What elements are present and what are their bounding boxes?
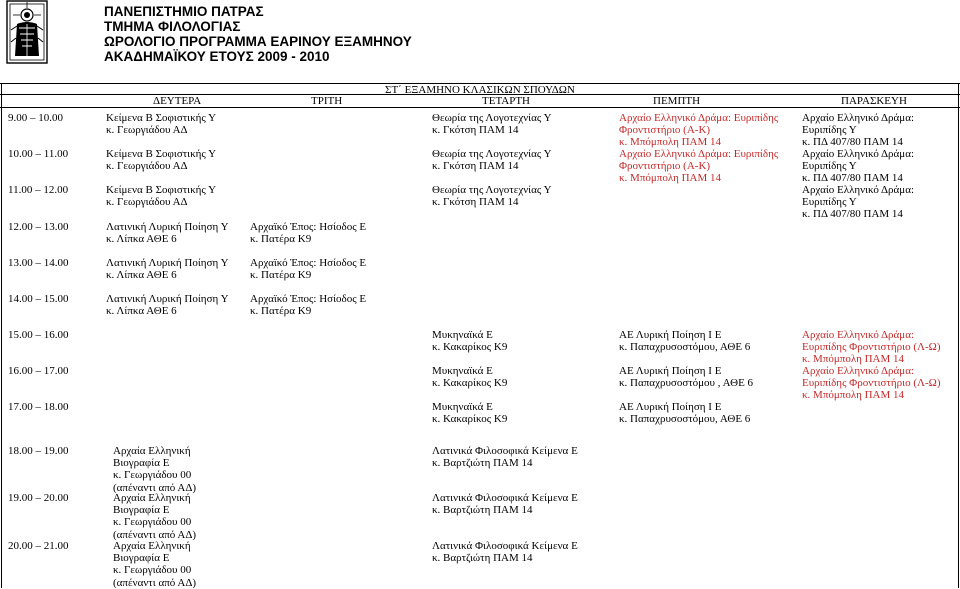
course-cell: Λατινικά Φιλοσοφικά Κείμενα Ε κ. Βαρτζιώτη ΠΑΜ 14: [432, 445, 578, 470]
course-cell: Λατινικά Φιλοσοφικά Κείμενα Ε κ. Βαρτζιώτη ΠΑΜ 14: [432, 492, 578, 517]
time-slot: 12.00 – 13.00: [8, 221, 69, 233]
day-wednesday: ΤΕΤΑΡΤΗ: [482, 95, 531, 107]
time-slot: 10.00 – 11.00: [8, 148, 69, 160]
day-friday: ΠΑΡΑΣΚΕΥΗ: [841, 95, 907, 107]
department-name: ΤΜΗΜΑ ΦΙΛΟΛΟΓΙΑΣ: [104, 19, 241, 34]
course-cell: Αρχαίο Ελληνικό Δράμα: Ευριπίδης Φροντιστήριο (Α-Κ) κ. Μπόμπολη ΠΑΜ 14: [619, 148, 779, 185]
course-cell: Μυκηναϊκά Ε κ. Κακαρίκος Κ9: [432, 401, 508, 426]
course-cell: Μυκηναϊκά Ε κ. Κακαρίκος Κ9: [432, 365, 508, 390]
schedule-title: ΩΡΟΛΟΓΙΟ ΠΡΟΓΡΑΜΜΑ ΕΑΡΙΝΟΥ ΕΞΑΜΗΝΟΥ: [104, 34, 412, 49]
course-cell: Αρχαϊκό Έπος: Ησίοδος Ε κ. Πατέρα Κ9: [250, 257, 367, 282]
course-cell: Αρχαία Ελληνική Βιογραφία Ε κ. Γεωργιάδου 00 (απέναντι από ΑΔ): [113, 445, 197, 494]
course-cell: Μυκηναϊκά Ε κ. Κακαρίκος Κ9: [432, 329, 508, 354]
course-cell: ΑΕ Λυρική Ποίηση Ι Ε κ. Παπαχρυσοστόμου , ΑΘΕ 6: [619, 365, 754, 390]
time-slot: 20.00 – 21.00: [8, 540, 69, 552]
time-slot: 14.00 – 15.00: [8, 293, 69, 305]
course-cell: Κείμενα Β Σοφιστικής Υ κ. Γεωργιάδου ΑΔ: [106, 148, 217, 173]
course-cell: ΑΕ Λυρική Ποίηση Ι Ε κ. Παπαχρυσοστόμου, ΑΘΕ 6: [619, 401, 751, 426]
course-cell: Θεωρία της Λογοτεχνίας Υ κ. Γκότση ΠΑΜ 14: [432, 148, 552, 173]
university-seal-icon: [5, 0, 97, 64]
day-monday: ΔΕΥΤΕΡΑ: [153, 95, 202, 107]
time-slot: 11.00 – 12.00: [8, 184, 69, 196]
academic-year: ΑΚΑΔΗΜΑΪΚΟΥ ΕΤΟΥΣ 2009 - 2010: [104, 49, 330, 64]
course-cell: Λατινική Λυρική Ποίηση Υ κ. Λίπκα ΑΘΕ 6: [106, 257, 229, 282]
course-cell: Αρχαία Ελληνική Βιογραφία Ε κ. Γεωργιάδου 00 (απέναντι από ΑΔ): [113, 492, 197, 541]
course-cell: Αρχαίο Ελληνικό Δράμα: Ευριπίδης Φροντιστήριο (Α-Κ) κ. Μπόμπολη ΠΑΜ 14: [619, 112, 779, 149]
day-thursday: ΠΕΜΠΤΗ: [653, 95, 701, 107]
time-slot: 15.00 – 16.00: [8, 329, 69, 341]
course-cell: Λατινική Λυρική Ποίηση Υ κ. Λίπκα ΑΘΕ 6: [106, 293, 229, 318]
course-cell: Αρχαίο Ελληνικό Δράμα: Ευριπίδης Υ κ. ΠΔ 407/80 ΠΑΜ 14: [802, 184, 915, 221]
course-cell: Αρχαίο Ελληνικό Δράμα: Ευριπίδης Υ κ. ΠΔ 407/80 ΠΑΜ 14: [802, 148, 915, 185]
course-cell: ΑΕ Λυρική Ποίηση Ι Ε κ. Παπαχρυσοστόμου, ΑΘΕ 6: [619, 329, 751, 354]
time-slot: 18.00 – 19.00: [8, 445, 69, 457]
course-cell: Θεωρία της Λογοτεχνίας Υ κ. Γκότση ΠΑΜ 14: [432, 112, 552, 137]
course-cell: Κείμενα Β Σοφιστικής Υ κ. Γεωργιάδου ΑΔ: [106, 184, 217, 209]
table-left-border: [1, 83, 2, 588]
time-slot: 13.00 – 14.00: [8, 257, 69, 269]
time-slot: 17.00 – 18.00: [8, 401, 69, 413]
course-cell: Λατινικά Φιλοσοφικά Κείμενα Ε κ. Βαρτζιώτη ΠΑΜ 14: [432, 540, 578, 565]
course-cell: Αρχαίο Ελληνικό Δράμα: Ευριπίδης Φροντιστήριο (Λ-Ω) κ. Μπόμπολη ΠΑΜ 14: [802, 365, 941, 402]
course-cell: Αρχαία Ελληνική Βιογραφία Ε κ. Γεωργιάδου 00 (απέναντι από ΑΔ): [113, 540, 197, 589]
table-right-border: [958, 83, 959, 588]
course-cell: Αρχαϊκό Έπος: Ησίοδος Ε κ. Πατέρα Κ9: [250, 293, 367, 318]
semester-title: ΣΤ΄ ΕΞΑΜΗΝΟ ΚΛΑΣΙΚΩΝ ΣΠΟΥΔΩΝ: [385, 84, 575, 96]
university-name: ΠΑΝΕΠΙΣΤΗΜΙΟ ΠΑΤΡΑΣ: [104, 4, 264, 19]
course-cell: Θεωρία της Λογοτεχνίας Υ κ. Γκότση ΠΑΜ 14: [432, 184, 552, 209]
header-divider: [0, 107, 960, 108]
course-cell: Αρχαίο Ελληνικό Δράμα: Ευριπίδης Φροντιστήριο (Λ-Ω) κ. Μπόμπολη ΠΑΜ 14: [802, 329, 941, 366]
time-slot: 19.00 – 20.00: [8, 492, 69, 504]
time-slot: 16.00 – 17.00: [8, 365, 69, 377]
day-tuesday: ΤΡΙΤΗ: [311, 95, 343, 107]
course-cell: Κείμενα Β Σοφιστικής Υ κ. Γεωργιάδου ΑΔ: [106, 112, 217, 137]
course-cell: Αρχαϊκό Έπος: Ησίοδος Ε κ. Πατέρα Κ9: [250, 221, 367, 246]
course-cell: Αρχαίο Ελληνικό Δράμα: Ευριπίδης Υ κ. ΠΔ 407/80 ΠΑΜ 14: [802, 112, 915, 149]
time-slot: 9.00 – 10.00: [8, 112, 63, 124]
course-cell: Λατινική Λυρική Ποίηση Υ κ. Λίπκα ΑΘΕ 6: [106, 221, 229, 246]
